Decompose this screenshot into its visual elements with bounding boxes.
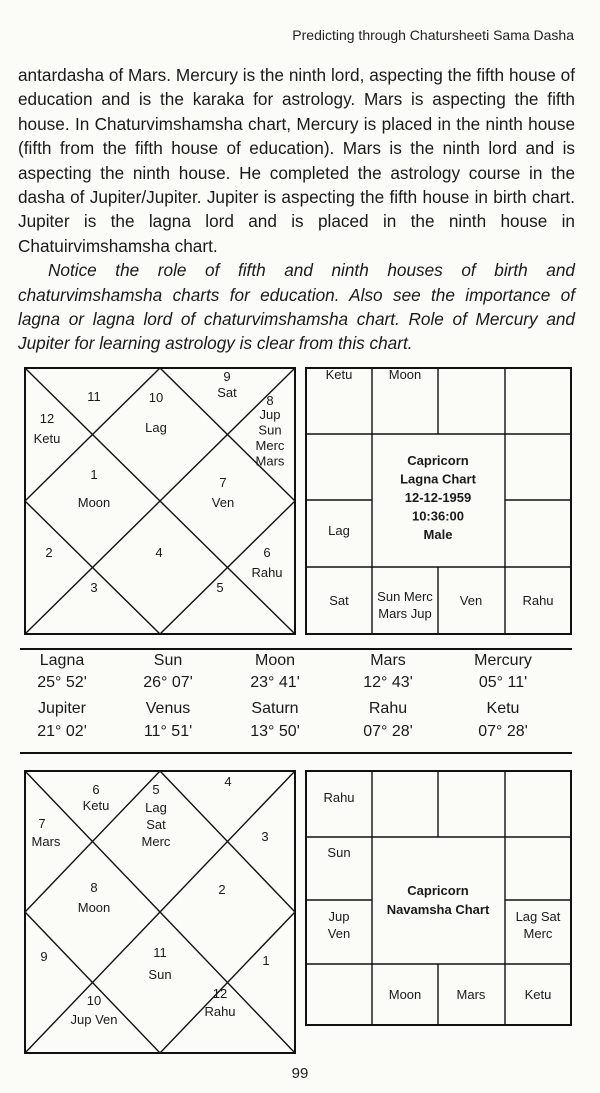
house-planets: Sat [217, 385, 237, 400]
paragraph: antardasha of Mars. Mercury is the ninth lord, aspecting the fifth house of education and is the karaka for astrology. Mars is aspecting the fifth house. In Chaturvimshamsha chart, Mercury is placed in the ninth house (fifth from the fifth house of education). Mars is the ninth lord and is aspecting the ninth house. He completed the astrology course in the dasha of Jupiter/Jupiter. Jupiter is aspecting the fifth house in birth chart. Jupiter is the lagna lord and is placed in the ninth house in Chatuirvimshamsha chart. [18, 65, 575, 256]
house-number: 4 [224, 774, 232, 789]
chart-center-label: Capricorn [407, 883, 469, 898]
house-number: 7 [38, 816, 46, 831]
planet-degree: 26° 07' [143, 674, 193, 691]
planet-name: Rahu [368, 700, 408, 717]
planet-degree: 07° 28' [478, 723, 528, 740]
house-number: 11 [153, 945, 167, 960]
planet-degree: 05° 11' [478, 674, 528, 691]
lagna-north-chart [24, 367, 296, 635]
planet-name: Moon [254, 652, 296, 669]
grid-cell-text: Lag [328, 523, 350, 538]
house-number: 7 [219, 475, 227, 490]
house-number: 2 [45, 545, 53, 560]
house-number: 4 [155, 545, 163, 560]
house-number: 9 [40, 949, 48, 964]
grid-cell-text: Sat [329, 593, 349, 608]
chart-center-label: Capricorn [407, 453, 469, 468]
planet-degree: 13° 50' [250, 723, 300, 740]
planet-degree: 21° 02' [37, 723, 87, 740]
chart-center-label: 12-12-1959 [404, 490, 472, 505]
house-planets: Rahu [251, 565, 283, 580]
planet-degree: 11° 51' [143, 723, 193, 740]
grid-cell-text: Ketu [325, 367, 353, 382]
grid-cell-text: Jup Ven [327, 909, 351, 941]
house-number: 10 [148, 390, 164, 405]
house-planets: Lag [145, 420, 167, 435]
running-header: Predicting through Chatursheeti Sama Dasha [292, 27, 574, 43]
grid-cell-text: Moon [388, 367, 422, 382]
planet-degree: 12° 43' [363, 674, 413, 691]
chart-center-label: Male [423, 527, 453, 542]
house-number: 3 [90, 580, 98, 595]
grid-cell-text: Rahu [323, 790, 355, 805]
planet-name: Ketu [486, 700, 520, 717]
house-number: 1 [262, 953, 270, 968]
house-planets: Ketu [82, 798, 110, 813]
house-planets: Sun [148, 967, 172, 982]
lagna-south-chart [305, 367, 572, 635]
house-planets: Ketu [33, 431, 61, 446]
planet-name: Jupiter [37, 700, 87, 717]
planet-degree: 25° 52' [37, 674, 87, 691]
planet-degree: 23° 41' [250, 674, 300, 691]
grid-cell-text: Sun [327, 845, 351, 860]
grid-cell-text: Lag Sat Merc [515, 909, 561, 941]
planet-name: Mercury [474, 652, 532, 669]
planet-name: Mars [370, 652, 406, 669]
house-number: 12 [39, 411, 55, 426]
grid-cell-text: Ketu [524, 987, 552, 1002]
house-number: 5 [216, 580, 224, 595]
house-planets: Moon [77, 900, 111, 915]
house-number: 8 [90, 880, 98, 895]
grid-cell-text: Moon [388, 987, 422, 1002]
planet-name: Sun [153, 652, 183, 669]
house-number: 3 [261, 829, 269, 844]
house-number: 5 [152, 782, 160, 797]
grid-cell-text: Mars [456, 987, 486, 1002]
house-number: 12 [212, 986, 228, 1001]
planet-name: Venus [145, 700, 191, 717]
chart-center-label: Navamsha Chart [386, 902, 490, 917]
house-number: 6 [263, 545, 271, 560]
body-text [18, 63, 575, 356]
house-number: 2 [218, 882, 226, 897]
grid-cell-text: Ven [459, 593, 483, 608]
house-planets: Moon [77, 495, 111, 510]
page-number: 99 [291, 1065, 309, 1082]
house-number: 1 [90, 467, 98, 482]
navamsha-south-chart [305, 770, 572, 1026]
house-number: 10 [86, 993, 102, 1008]
house-number: 11 [87, 389, 101, 404]
house-planets: Rahu [204, 1004, 236, 1019]
planet-degrees-table [0, 648, 600, 756]
house-planets: Jup Sun Merc Mars [255, 407, 285, 469]
house-number: 9 [223, 369, 231, 384]
house-number: 6 [92, 782, 100, 797]
planet-name: Saturn [251, 700, 299, 717]
paragraph-italic: Notice the role of fifth and ninth houses of birth and chaturvimshamsha charts for education. Also see the importance of lagna or lagna lord of chaturvimshamsha chart. Role of Mercury and Jupiter for learning astrology is clear from this chart. [18, 260, 575, 354]
house-planets: Mars [31, 834, 61, 849]
house-planets: Lag Sat Merc [141, 800, 171, 849]
chart-center-label: 10:36:00 [411, 508, 465, 524]
grid-cell-text: Sun Merc Mars Jup [377, 589, 433, 621]
navamsha-north-chart [24, 770, 296, 1054]
planet-name: Lagna [39, 652, 85, 669]
house-planets: Ven [211, 495, 235, 510]
grid-cell-text: Rahu [522, 593, 554, 608]
planet-degree: 07° 28' [363, 723, 413, 740]
house-planets: Jup Ven [70, 1012, 118, 1027]
chart-center-label: Lagna Chart [400, 471, 476, 487]
house-number: 8 [266, 393, 274, 408]
